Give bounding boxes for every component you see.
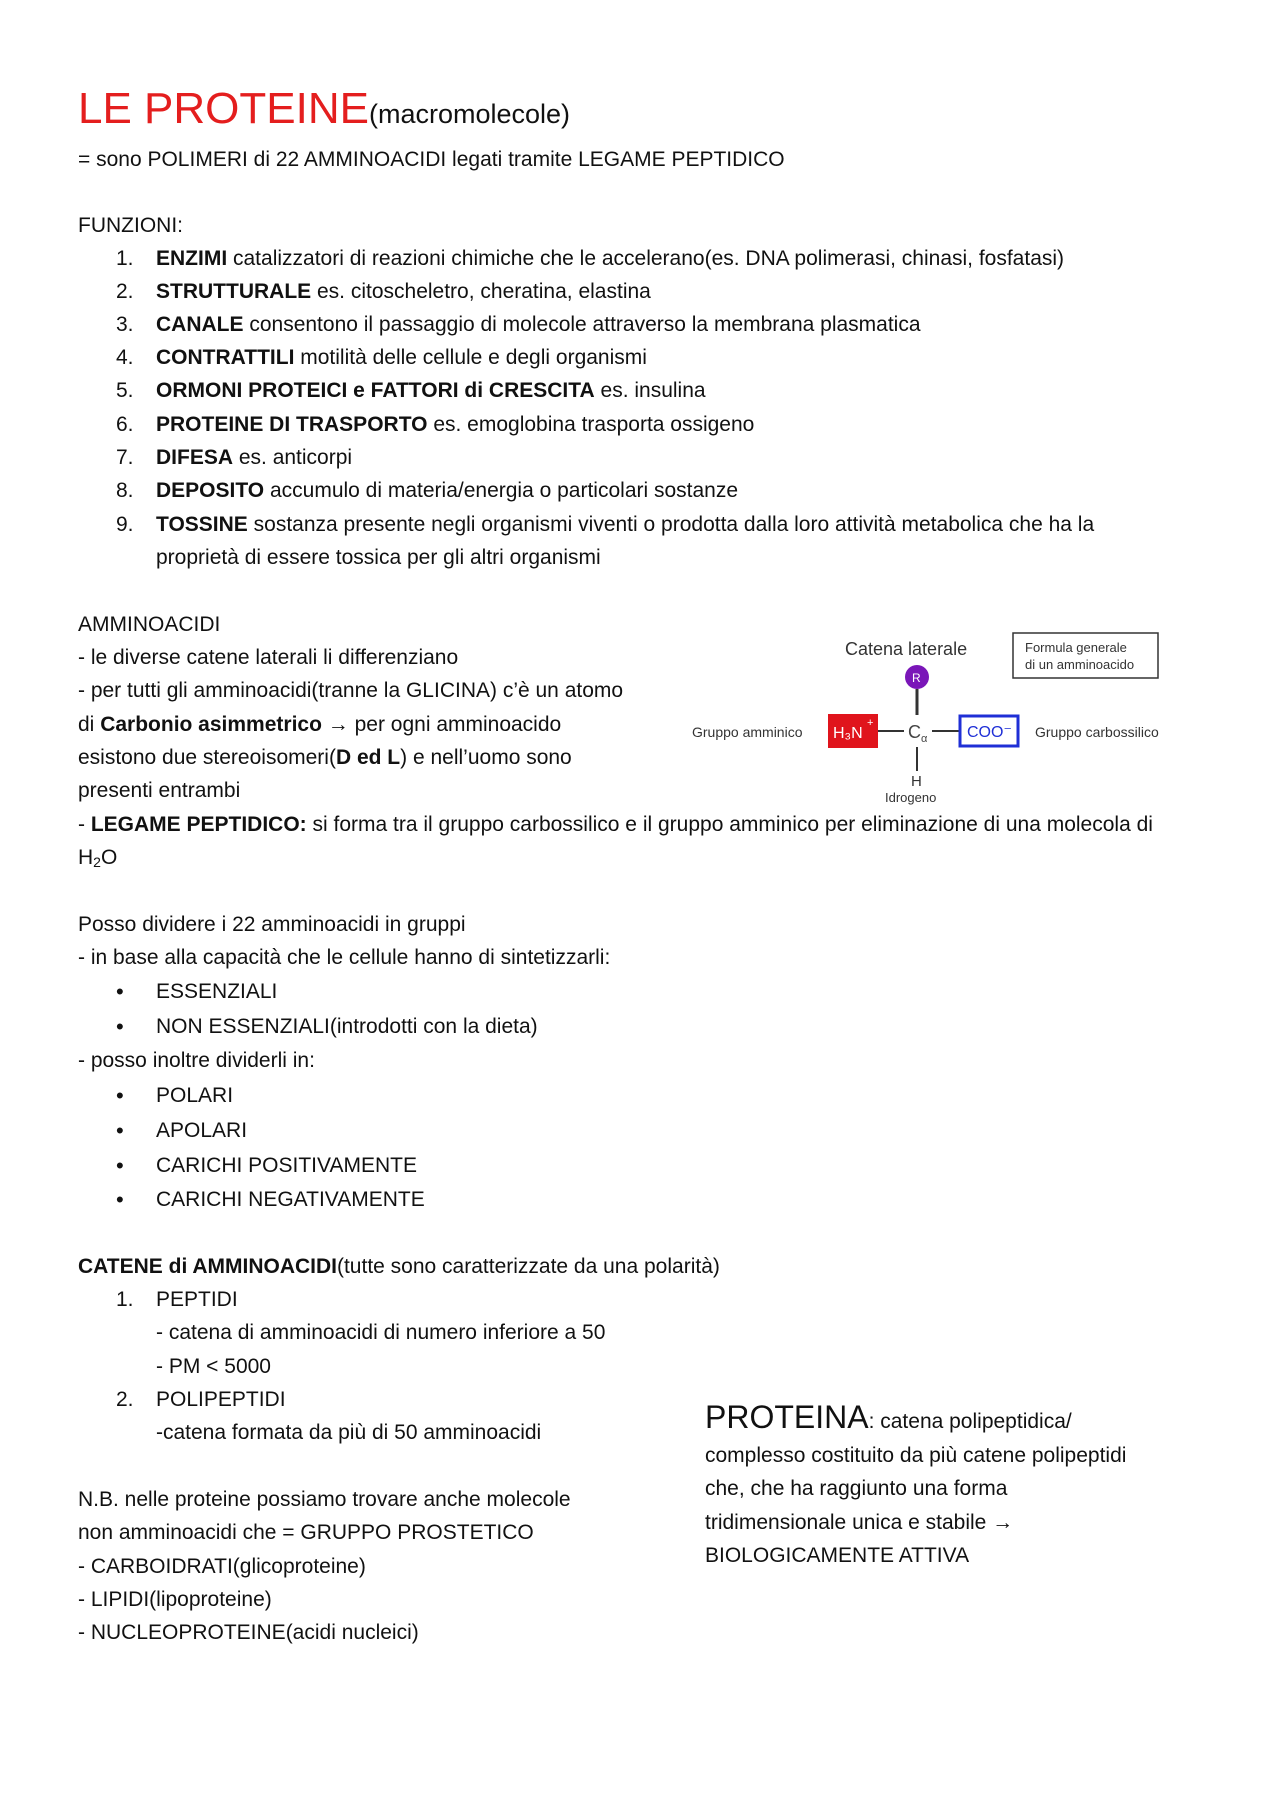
formula-box-line2: di un amminoacido bbox=[1025, 657, 1135, 672]
chain-number: 2. bbox=[116, 1388, 134, 1411]
proteina-line: che, che ha raggiunto una forma bbox=[705, 1477, 1008, 1500]
nb-line: - NUCLEOPROTEINE(acidi nucleici) bbox=[78, 1621, 419, 1644]
r-label: R bbox=[912, 671, 921, 685]
carboxyl-group-label: Gruppo carbossilico bbox=[1035, 724, 1159, 740]
list-item: CARICHI NEGATIVAMENTE bbox=[156, 1188, 425, 1211]
amino-formula: H₃N bbox=[833, 725, 863, 742]
amino-group-label: Gruppo amminico bbox=[692, 724, 803, 740]
list-item: NON ESSENZIALI(introdotti con la dieta) bbox=[156, 1015, 538, 1038]
chain-detail: -catena formata da più di 50 amminoacidi bbox=[156, 1421, 542, 1444]
nb-line: - CARBOIDRATI(glicoproteine) bbox=[78, 1555, 366, 1578]
proteina-line: BIOLOGICAMENTE ATTIVA bbox=[705, 1544, 970, 1567]
function-number: 1. bbox=[116, 247, 134, 270]
function-number: 9. bbox=[116, 513, 134, 536]
list-item: APOLARI bbox=[156, 1119, 248, 1142]
function-item-continuation: proprietà di essere tossica per gli altri organismi bbox=[156, 546, 601, 569]
amino-line: di Carbonio asimmetrico → per ogni amminoacido bbox=[78, 713, 562, 736]
hydrogen-atom: H bbox=[911, 773, 922, 790]
amino-line: esistono due stereoisomeri(D ed L) e nell’uomo sono bbox=[78, 746, 572, 769]
function-item: ENZIMI catalizzatori di reazioni chimiche che le accelerano(es. DNA polimerasi, chinasi, fosfatasi) bbox=[156, 247, 1065, 270]
bullet-icon: • bbox=[116, 979, 124, 1004]
list-item: ESSENZIALI bbox=[156, 980, 278, 1003]
title-main: LE PROTEINE bbox=[78, 84, 369, 133]
bullet-icon: • bbox=[116, 1014, 124, 1039]
bullet-icon: • bbox=[116, 1187, 124, 1212]
chain-item: PEPTIDI bbox=[156, 1288, 238, 1311]
bullet-icon: • bbox=[116, 1118, 124, 1143]
side-chain-label: Catena laterale bbox=[845, 639, 968, 659]
function-item: DEPOSITO accumulo di materia/energia o particolari sostanze bbox=[156, 479, 739, 502]
water-formula: $H_2O$ bbox=[78, 846, 118, 870]
alpha-carbon: $C_\alpha$ bbox=[908, 722, 928, 745]
chains-heading: CATENE di AMMINOACIDI(tutte sono caratterizzate da una polarità) bbox=[78, 1255, 720, 1278]
amino-heading: AMMINOACIDI bbox=[78, 613, 221, 636]
proteina-definition-title: PROTEINA: catena polipeptidica/ bbox=[705, 1399, 1072, 1435]
bullet-icon: • bbox=[116, 1153, 124, 1178]
list-item: CARICHI POSITIVAMENTE bbox=[156, 1154, 417, 1177]
groups-also: - posso inoltre dividerli in: bbox=[78, 1049, 315, 1072]
amino-line: - le diverse catene laterali li differenziano bbox=[78, 646, 459, 669]
plus-sign: + bbox=[867, 717, 874, 729]
hydrogen-label: Idrogeno bbox=[885, 790, 937, 805]
function-number: 6. bbox=[116, 413, 134, 436]
function-number: 4. bbox=[116, 346, 134, 369]
function-number: 2. bbox=[116, 280, 134, 303]
definition: = sono POLIMERI di 22 AMMINOACIDI legati tramite LEGAME PEPTIDICO bbox=[78, 148, 785, 171]
amino-acid-diagram bbox=[680, 620, 1180, 810]
list-item: POLARI bbox=[156, 1084, 234, 1107]
page-title bbox=[78, 84, 570, 134]
chain-detail: - PM < 5000 bbox=[156, 1355, 271, 1378]
formula-box-line1: Formula generale bbox=[1025, 640, 1127, 655]
nb-line: - LIPIDI(lipoproteine) bbox=[78, 1588, 272, 1611]
chain-item: POLIPEPTIDI bbox=[156, 1388, 286, 1411]
groups-intro: Posso dividere i 22 amminoacidi in gruppi bbox=[78, 913, 466, 936]
function-number: 5. bbox=[116, 379, 134, 402]
amino-line: presenti entrambi bbox=[78, 779, 241, 802]
carboxyl-formula: COO⁻ bbox=[967, 724, 1012, 741]
amino-line: - per tutti gli amminoacidi(tranne la GLICINA) c’è un atomo bbox=[78, 679, 624, 702]
function-number: 7. bbox=[116, 446, 134, 469]
function-item: CANALE consentono il passaggio di molecole attraverso la membrana plasmatica bbox=[156, 313, 921, 336]
peptide-bond-line: - LEGAME PEPTIDICO: si forma tra il gruppo carbossilico e il gruppo amminico per eliminazione di una molecola di bbox=[78, 813, 1153, 836]
function-item: CONTRATTILI motilità delle cellule e degli organismi bbox=[156, 346, 647, 369]
function-number: 3. bbox=[116, 313, 134, 336]
function-item: PROTEINE DI TRASPORTO es. emoglobina trasporta ossigeno bbox=[156, 413, 755, 436]
function-item: ORMONI PROTEICI e FATTORI di CRESCITA es. insulina bbox=[156, 379, 706, 402]
function-item: DIFESA es. anticorpi bbox=[156, 446, 353, 469]
chain-detail: - catena di amminoacidi di numero inferiore a 50 bbox=[156, 1321, 606, 1344]
functions-heading: FUNZIONI: bbox=[78, 214, 183, 237]
function-item: STRUTTURALE es. citoscheletro, cheratina, elastina bbox=[156, 280, 651, 303]
bullet-icon: • bbox=[116, 1083, 124, 1108]
proteina-line: complesso costituito da più catene polipeptidi bbox=[705, 1444, 1127, 1467]
nb-line: N.B. nelle proteine possiamo trovare anche molecole bbox=[78, 1488, 571, 1511]
nb-line: non amminoacidi che = GRUPPO PROSTETICO bbox=[78, 1521, 534, 1544]
function-item: TOSSINE sostanza presente negli organismi viventi o prodotta dalla loro attività metabolica che ha la bbox=[156, 513, 1095, 536]
groups-by-synthesis: - in base alla capacità che le cellule hanno di sintetizzarli: bbox=[78, 946, 611, 969]
chain-number: 1. bbox=[116, 1288, 134, 1311]
function-number: 8. bbox=[116, 479, 134, 502]
proteina-line: tridimensionale unica e stabile → bbox=[705, 1511, 1014, 1534]
title-sub: (macromolecole) bbox=[368, 99, 571, 129]
